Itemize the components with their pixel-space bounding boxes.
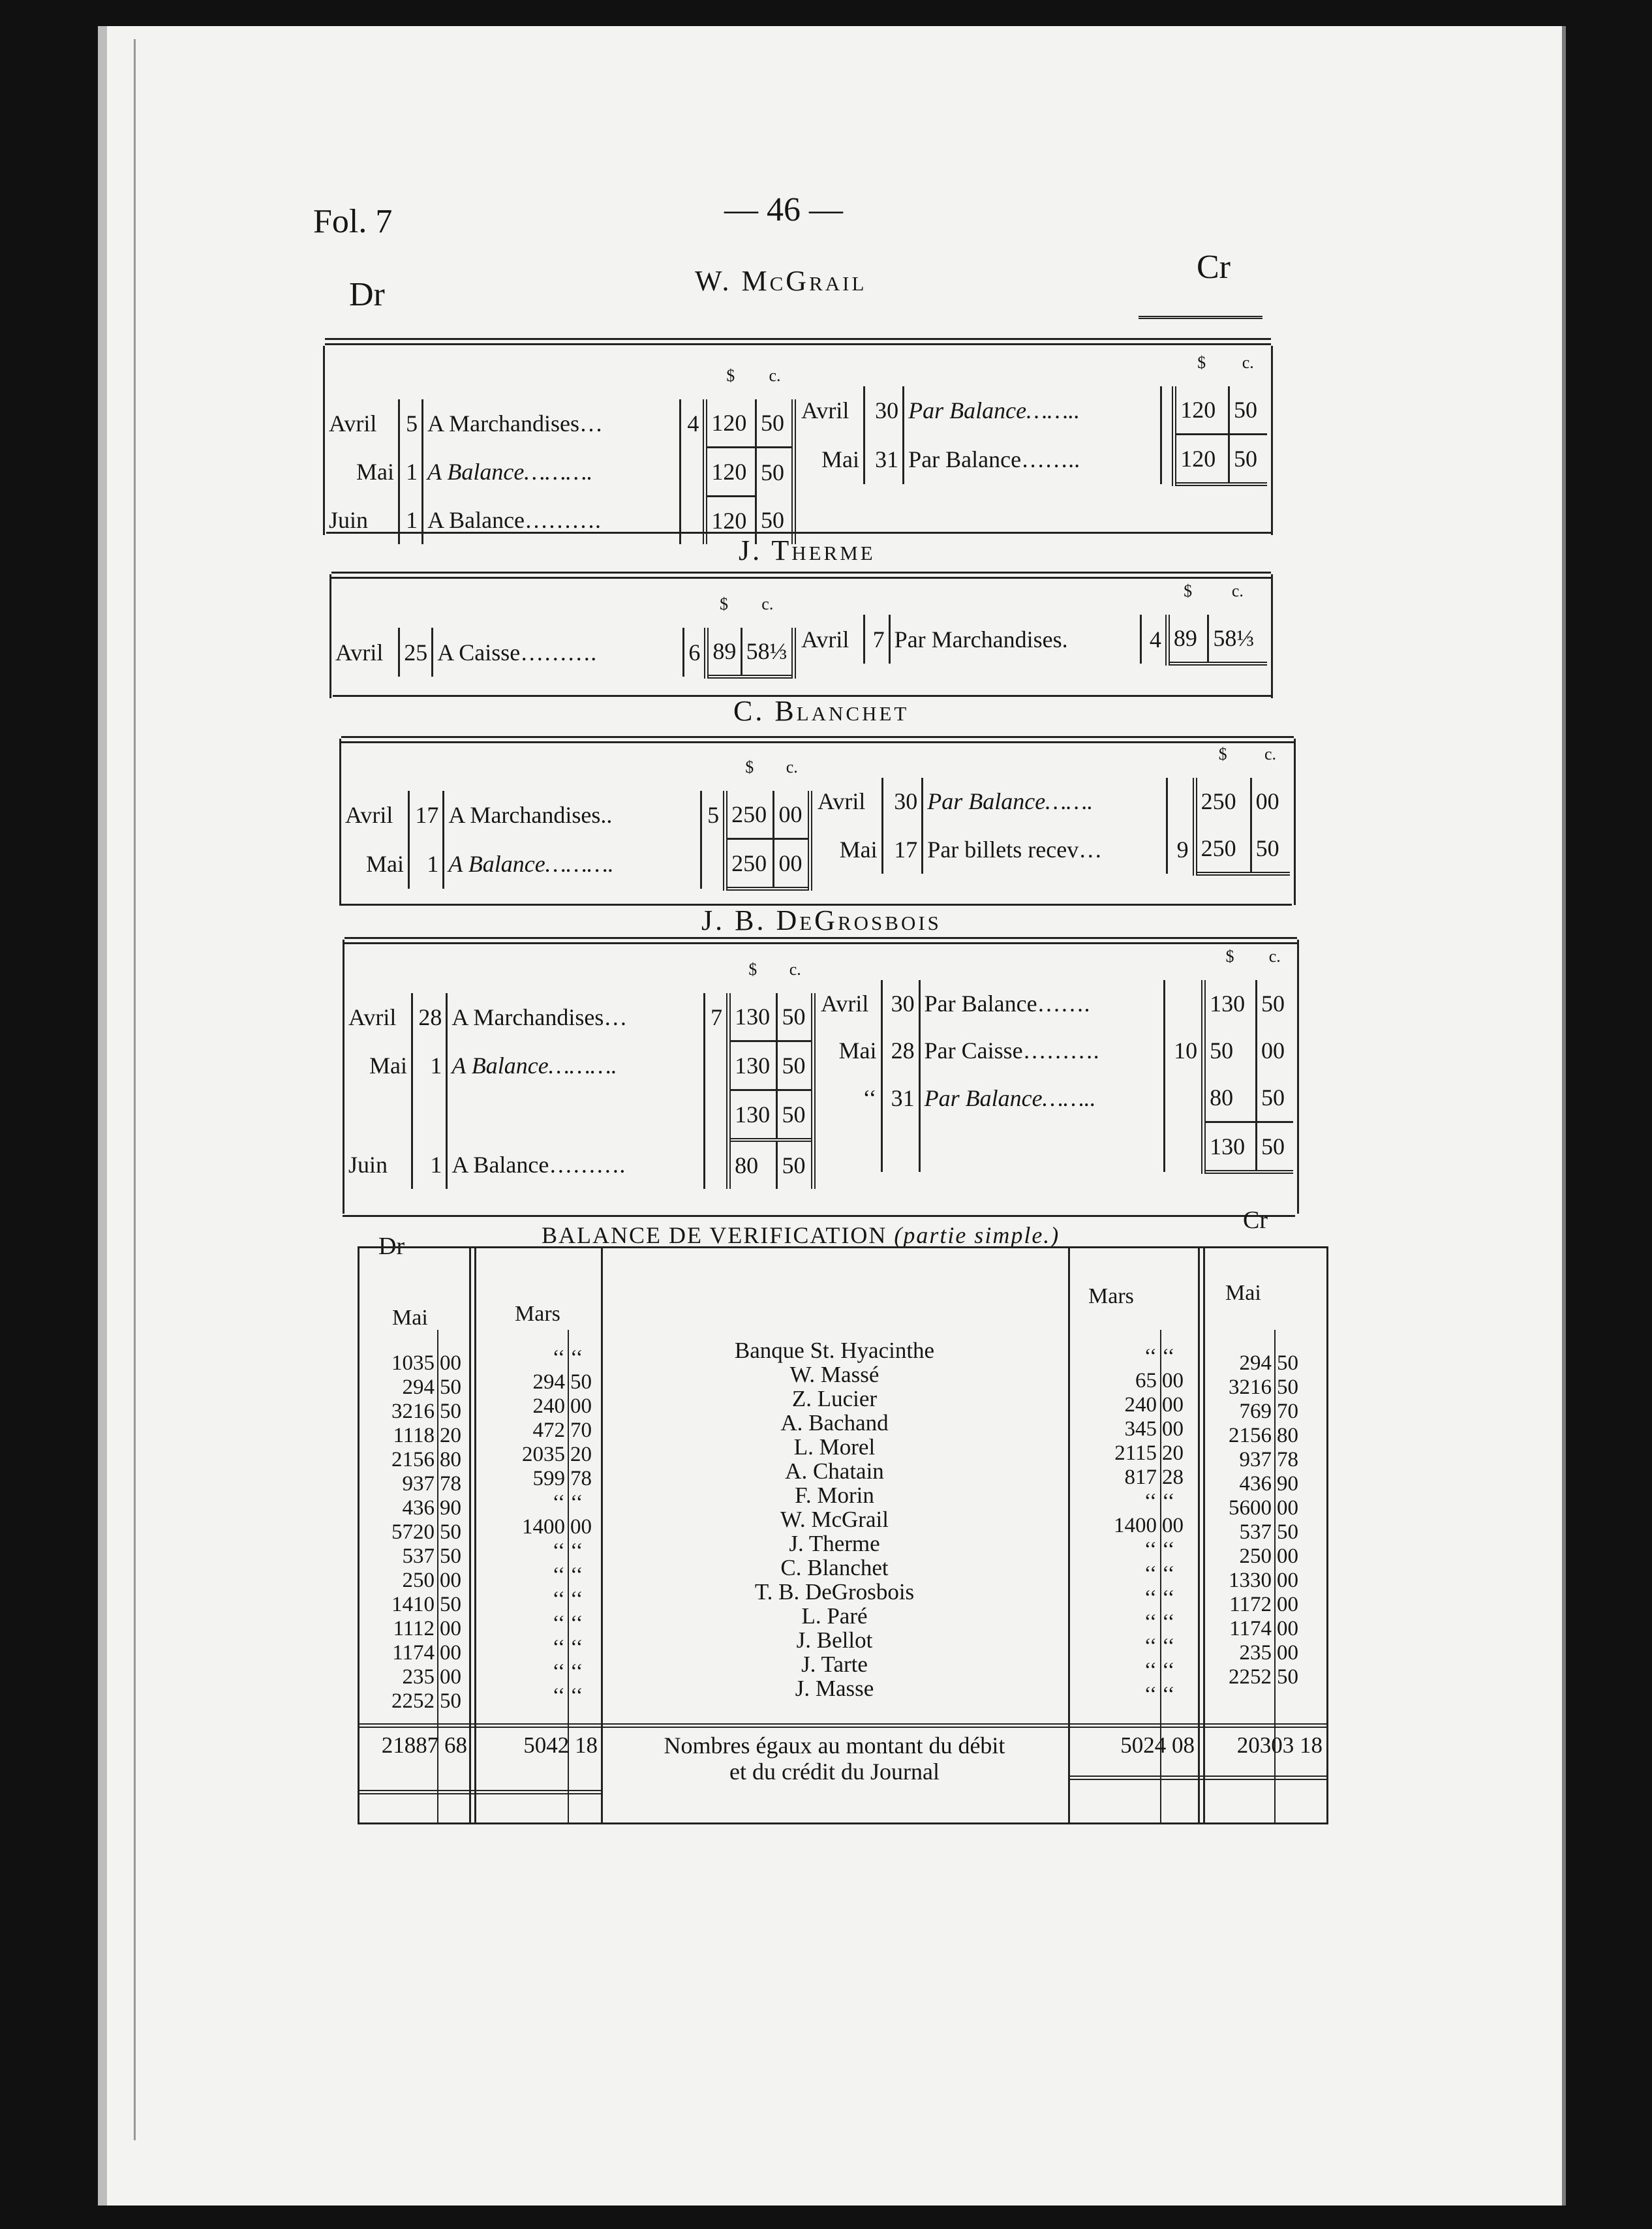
value-dollars: 599 <box>532 1467 565 1490</box>
balance-value <box>1214 1617 1311 1641</box>
value-cents: 50 <box>440 1545 461 1568</box>
value-cents: 78 <box>1277 1448 1298 1471</box>
value-cents: 00 <box>1162 1369 1184 1392</box>
account-title-degrosbois: J. B. DeGrosbois <box>701 904 941 936</box>
value-dollars: 1400 <box>1114 1514 1157 1537</box>
value-cents: ‘‘ <box>570 1588 583 1611</box>
table-row: Avril 17 A Marchandises.. 5 250 00 <box>341 791 810 839</box>
debit-label: Dr <box>349 276 385 313</box>
account-name: A. Bachand <box>780 1410 889 1436</box>
value-dollars: 2035 <box>522 1443 565 1466</box>
credit-label: Cr <box>1197 249 1231 286</box>
balance-value <box>1084 1562 1196 1586</box>
trial-balance-table <box>358 1246 1328 1824</box>
value-dollars: ‘‘ <box>552 1660 565 1683</box>
value-dollars: 250 <box>1239 1545 1272 1568</box>
balance-value <box>373 1400 474 1424</box>
balance-value <box>373 1376 474 1400</box>
table-row: ‘‘ 31 Par Balance…….. 80 50 <box>817 1074 1293 1122</box>
value-cents: 00 <box>1277 1569 1298 1592</box>
value-cents: ‘‘ <box>1162 1610 1175 1634</box>
value-dollars: 3216 <box>391 1400 435 1423</box>
value-cents: 50 <box>570 1370 592 1394</box>
value-dollars: 537 <box>402 1545 435 1568</box>
value-cents: ‘‘ <box>570 1660 583 1683</box>
value-cents: ‘‘ <box>570 1539 583 1563</box>
balance-value <box>373 1593 474 1617</box>
balance-value <box>373 1424 474 1448</box>
rule <box>343 1215 1295 1217</box>
credit-entries-mcgrail: $ c. Avril 30 Par Balance…….. 120 50 Mai 31 Par Balance…….. 120 50 <box>797 339 1267 486</box>
account-name: J. Masse <box>795 1676 874 1701</box>
account-name: J. Therme <box>789 1531 880 1556</box>
balance-value <box>1214 1569 1311 1593</box>
total-dollars: 21887 <box>381 1732 439 1758</box>
balance-value <box>1214 1351 1311 1376</box>
value-dollars: ‘‘ <box>552 1636 565 1659</box>
totals-note <box>602 1732 1067 1785</box>
value-dollars: ‘‘ <box>552 1539 565 1563</box>
balance-value <box>1084 1635 1196 1659</box>
debit-entries-degrosbois: $ c. Avril 28 A Marchandises… 7 130 50 Mai 1 A Balance………. 130 50 130 50 Juin 1 A Balance………. 80 50 <box>344 946 816 1189</box>
value-dollars: 1035 <box>391 1351 435 1375</box>
balance-value <box>1084 1586 1196 1610</box>
value-dollars: 2252 <box>391 1689 435 1713</box>
value-cents: 00 <box>1277 1593 1298 1616</box>
value-cents: 50 <box>440 1520 461 1544</box>
account-name: A. Chatain <box>785 1458 884 1484</box>
account-name: J. Tarte <box>801 1652 868 1677</box>
value-cents: 00 <box>1277 1496 1298 1520</box>
balance-value <box>1084 1369 1196 1393</box>
table-row: Avril 28 A Marchandises… 7 130 50 <box>344 993 814 1041</box>
value-cents: ‘‘ <box>570 1563 583 1587</box>
page-number: — 46 — <box>724 191 843 228</box>
credit-mai-column <box>1214 1351 1311 1714</box>
value-cents: 20 <box>1162 1441 1184 1465</box>
value-cents: 00 <box>440 1351 461 1375</box>
value-dollars: 1112 <box>393 1617 435 1640</box>
balance-value <box>373 1472 474 1496</box>
value-cents: 00 <box>440 1569 461 1592</box>
balance-value <box>373 1665 474 1689</box>
balance-title <box>542 1222 1060 1249</box>
value-dollars: 436 <box>402 1496 435 1520</box>
value-cents: 50 <box>1277 1665 1298 1689</box>
value-cents: 00 <box>570 1394 592 1418</box>
total-cents: 18 <box>1300 1732 1323 1758</box>
col-header-mai-credit: Mai <box>1225 1281 1261 1305</box>
value-dollars: 472 <box>532 1419 565 1442</box>
table-row: Mai 28 Par Caisse………. 10 50 00 <box>817 1027 1293 1074</box>
value-dollars: 2252 <box>1229 1665 1272 1689</box>
total-credit-mars <box>1069 1732 1195 1759</box>
value-cents: 50 <box>440 1400 461 1423</box>
total-credit-mai <box>1205 1732 1323 1759</box>
balance-value <box>1084 1393 1196 1417</box>
value-cents: 20 <box>570 1443 592 1466</box>
balance-value <box>373 1569 474 1593</box>
value-dollars: ‘‘ <box>1144 1345 1157 1368</box>
value-dollars: ‘‘ <box>552 1684 565 1708</box>
totals-double-rule-right <box>1068 1776 1326 1780</box>
totals-note-line2: et du crédit du Journal <box>729 1759 940 1785</box>
value-dollars: 235 <box>402 1665 435 1689</box>
value-cents: 00 <box>1162 1417 1184 1441</box>
account-name: T. B. DeGrosbois <box>754 1579 915 1605</box>
balance-value <box>373 1448 474 1472</box>
balance-value <box>490 1346 604 1370</box>
balance-value <box>373 1617 474 1641</box>
value-dollars: 5600 <box>1229 1496 1272 1520</box>
value-cents: 90 <box>440 1496 461 1520</box>
value-dollars: 1330 <box>1229 1569 1272 1592</box>
value-cents: ‘‘ <box>570 1346 583 1370</box>
account-title-blanchet: C. Blanchet <box>733 695 910 727</box>
balance-value <box>1214 1448 1311 1472</box>
balance-value <box>1084 1538 1196 1562</box>
balance-value <box>1084 1514 1196 1538</box>
credit-entries-therme: $ c. Avril 7 Par Marchandises. 4 89 58⅓ <box>797 568 1267 666</box>
value-cents: ‘‘ <box>570 1684 583 1708</box>
totals-rule <box>359 1723 1326 1728</box>
value-dollars: 1400 <box>522 1515 565 1539</box>
value-cents: 50 <box>1277 1520 1298 1544</box>
balance-value <box>490 1467 604 1491</box>
debit-entries-mcgrail: $ c. Avril 5 A Marchandises… 4 120 50 Mai 1 A Balance………. 120 50 Juin 1 A Balance………. 120 50 <box>325 352 796 544</box>
table-row: 130 50 <box>817 1122 1293 1173</box>
balance-value <box>1214 1593 1311 1617</box>
table-row: Avril 30 Par Balance……. 250 00 <box>814 778 1290 825</box>
debit-mars-column <box>490 1346 604 1708</box>
balance-value <box>373 1641 474 1665</box>
value-dollars: ‘‘ <box>552 1346 565 1370</box>
value-dollars: 1174 <box>1229 1617 1272 1640</box>
value-cents: 00 <box>1277 1641 1298 1665</box>
account-name: W. McGrail <box>780 1507 889 1532</box>
balance-value <box>1214 1689 1311 1714</box>
value-dollars: ‘‘ <box>1144 1659 1157 1682</box>
value-dollars: 294 <box>402 1376 435 1399</box>
table-row: Avril 30 Par Balance……. 130 50 <box>817 980 1293 1027</box>
value-cents: ‘‘ <box>570 1612 583 1635</box>
value-cents: 00 <box>1162 1514 1184 1537</box>
value-dollars: 1410 <box>391 1593 435 1616</box>
totals-double-rule-left <box>359 1790 601 1794</box>
total-cents: 08 <box>1172 1732 1195 1758</box>
balance-value <box>490 1515 604 1539</box>
value-dollars: ‘‘ <box>1144 1683 1157 1706</box>
balance-value <box>490 1563 604 1588</box>
value-dollars: ‘‘ <box>1144 1635 1157 1658</box>
folio-label: Fol. 7 <box>313 203 393 240</box>
value-dollars: 5720 <box>391 1520 435 1544</box>
value-dollars: 2115 <box>1114 1441 1157 1465</box>
total-dollars: 5024 <box>1120 1732 1167 1758</box>
table-row: Mai 1 A Balance………. 120 50 <box>325 448 794 497</box>
credit-entries-degrosbois: $ c. Avril 30 Par Balance……. 130 50 Mai 28 Par Caisse………. 10 50 00 ‘‘ 31 Par Balance…….. 80 50 130 50 <box>817 933 1293 1174</box>
ledger-top-rule <box>1139 316 1262 319</box>
account-name: Z. Lucier <box>791 1386 878 1411</box>
value-cents: 90 <box>1277 1472 1298 1496</box>
value-dollars: 3216 <box>1229 1376 1272 1399</box>
account-name: J. Bellot <box>796 1627 873 1653</box>
total-debit-mars <box>477 1732 598 1759</box>
balance-value <box>1214 1472 1311 1496</box>
value-dollars: 537 <box>1239 1520 1272 1544</box>
value-cents: 70 <box>1277 1400 1298 1423</box>
table-row: Avril 25 A Caisse………. 6 89 58⅓ <box>331 628 794 677</box>
value-cents: 00 <box>1162 1393 1184 1417</box>
balance-value <box>490 1636 604 1660</box>
value-cents: 00 <box>1277 1617 1298 1640</box>
balance-value <box>373 1545 474 1569</box>
value-dollars: 1172 <box>1229 1593 1272 1616</box>
value-cents: 80 <box>440 1448 461 1471</box>
value-cents: 50 <box>440 1689 461 1713</box>
balance-value <box>373 1351 474 1376</box>
table-row: Avril 7 Par Marchandises. 4 89 58⅓ <box>797 615 1267 664</box>
table-row: Mai 17 Par billets recev… 9 250 50 <box>814 825 1290 874</box>
value-dollars: 345 <box>1124 1417 1157 1441</box>
total-debit-mai <box>359 1732 467 1759</box>
col-header-mars-debit: Mars <box>515 1302 560 1326</box>
balance-value <box>1084 1659 1196 1683</box>
value-dollars: ‘‘ <box>1144 1610 1157 1634</box>
value-dollars: 937 <box>1239 1448 1272 1471</box>
value-cents: ‘‘ <box>1162 1635 1175 1658</box>
balance-value <box>490 1419 604 1443</box>
account-title-therme: J. Therme <box>739 534 876 566</box>
table-row: Mai 1 A Balance………. 250 00 <box>341 839 810 889</box>
value-cents: 00 <box>1277 1545 1298 1568</box>
balance-title-text: BALANCE DE VERIFICATION <box>542 1222 887 1248</box>
balance-value <box>1214 1641 1311 1665</box>
value-dollars: 1174 <box>392 1641 435 1665</box>
total-cents: 68 <box>444 1732 467 1758</box>
value-dollars: 250 <box>402 1569 435 1592</box>
balance-value <box>1214 1400 1311 1424</box>
debit-entries-blanchet: $ c. Avril 17 A Marchandises.. 5 250 00 Mai 1 A Balance………. 250 00 <box>341 744 812 891</box>
value-cents: 80 <box>1277 1424 1298 1447</box>
balance-value <box>490 1660 604 1684</box>
balance-value <box>490 1370 604 1394</box>
balance-value <box>490 1394 604 1419</box>
value-cents: ‘‘ <box>1162 1562 1175 1586</box>
value-dollars: 240 <box>532 1394 565 1418</box>
dollar-header: $ <box>726 366 735 385</box>
balance-value <box>490 1684 604 1708</box>
value-cents: ‘‘ <box>570 1491 583 1514</box>
balance-value <box>1214 1665 1311 1689</box>
value-dollars: ‘‘ <box>1144 1562 1157 1586</box>
debit-entries-therme: $ c. Avril 25 A Caisse………. 6 89 58⅓ <box>331 581 796 679</box>
value-cents: 50 <box>440 1376 461 1399</box>
balance-value <box>1214 1376 1311 1400</box>
value-cents: 00 <box>440 1641 461 1665</box>
balance-value <box>1084 1345 1196 1369</box>
value-cents: ‘‘ <box>1162 1586 1175 1610</box>
value-cents: 70 <box>570 1419 592 1442</box>
value-dollars: 937 <box>402 1472 435 1496</box>
value-cents: 00 <box>570 1515 592 1539</box>
table-row: Juin 1 A Balance………. 120 50 <box>325 497 794 545</box>
value-dollars: ‘‘ <box>552 1588 565 1611</box>
balance-value <box>1084 1441 1196 1466</box>
value-dollars: ‘‘ <box>552 1563 565 1587</box>
value-cents: 00 <box>440 1665 461 1689</box>
balance-value <box>490 1443 604 1467</box>
table-row: Mai 1 A Balance………. 130 50 <box>344 1041 814 1090</box>
value-cents: ‘‘ <box>1162 1683 1175 1706</box>
total-dollars: 5042 <box>523 1732 570 1758</box>
value-dollars: 1118 <box>393 1424 435 1447</box>
balance-value <box>1214 1520 1311 1545</box>
account-name: F. Morin <box>795 1483 874 1508</box>
account-name: L. Morel <box>793 1434 876 1460</box>
balance-value <box>1084 1490 1196 1514</box>
account-names-column <box>602 1338 1067 1700</box>
value-dollars: 235 <box>1239 1641 1272 1665</box>
value-dollars: ‘‘ <box>552 1612 565 1635</box>
total-cents: 18 <box>575 1732 598 1758</box>
value-cents: 78 <box>440 1472 461 1496</box>
value-cents: ‘‘ <box>1162 1345 1175 1368</box>
credit-entries-blanchet: $ c. Avril 30 Par Balance……. 250 00 Mai 17 Par billets recev… 9 250 50 <box>814 731 1290 876</box>
value-dollars: 436 <box>1239 1472 1272 1496</box>
totals-note-line1: Nombres égaux au montant du débit <box>664 1732 1005 1759</box>
value-cents: ‘‘ <box>570 1636 583 1659</box>
balance-value <box>1084 1683 1196 1707</box>
account-title-mcgrail: W. McGrail <box>695 265 867 297</box>
value-dollars: 817 <box>1124 1466 1157 1489</box>
balance-value <box>1214 1424 1311 1448</box>
debit-mai-column <box>373 1351 474 1714</box>
account-name: C. Blanchet <box>780 1555 889 1580</box>
table-row: Mai 31 Par Balance…….. 120 50 <box>797 435 1267 485</box>
balance-value <box>1084 1466 1196 1490</box>
balance-subtitle: (partie simple.) <box>894 1222 1060 1248</box>
balance-value <box>373 1520 474 1545</box>
balance-value <box>1214 1545 1311 1569</box>
balance-value <box>373 1689 474 1714</box>
value-cents: 00 <box>440 1617 461 1640</box>
value-dollars: 2156 <box>1229 1424 1272 1447</box>
total-dollars: 20303 <box>1236 1732 1294 1758</box>
col-header-mars-credit: Mars <box>1088 1284 1134 1308</box>
account-name: Banque St. Hyacinthe <box>734 1338 935 1363</box>
value-cents: 50 <box>1277 1351 1298 1375</box>
account-name: W. Massé <box>789 1362 880 1387</box>
balance-value <box>490 1588 604 1612</box>
value-dollars: 294 <box>1239 1351 1272 1375</box>
balance-value <box>373 1496 474 1520</box>
value-cents: ‘‘ <box>1162 1538 1175 1561</box>
balance-value <box>490 1491 604 1515</box>
value-dollars: 65 <box>1135 1369 1157 1392</box>
table-row: Avril 5 A Marchandises… 4 120 50 <box>325 399 794 448</box>
value-cents: 78 <box>570 1467 592 1490</box>
account-name: L. Paré <box>801 1603 868 1629</box>
balance-value <box>490 1539 604 1563</box>
value-cents: ‘‘ <box>1162 1659 1175 1682</box>
value-dollars: 240 <box>1124 1393 1157 1417</box>
value-dollars: 2156 <box>391 1448 435 1471</box>
page-margin-line <box>134 39 136 2140</box>
credit-mars-column <box>1084 1345 1196 1707</box>
value-dollars: 294 <box>532 1370 565 1394</box>
value-cents: 50 <box>1277 1376 1298 1399</box>
balance-dr-label: Dr <box>378 1233 405 1260</box>
balance-value <box>490 1612 604 1636</box>
value-dollars: ‘‘ <box>1144 1586 1157 1610</box>
table-row: 130 50 <box>344 1090 814 1141</box>
value-dollars: 769 <box>1239 1400 1272 1423</box>
table-row: Avril 30 Par Balance…….. 120 50 <box>797 386 1267 435</box>
value-dollars: ‘‘ <box>552 1491 565 1514</box>
col-header-mai-debit: Mai <box>392 1306 428 1330</box>
value-cents: 50 <box>440 1593 461 1616</box>
value-cents: 20 <box>440 1424 461 1447</box>
balance-value <box>1084 1610 1196 1635</box>
balance-cr-label: Cr <box>1243 1207 1268 1234</box>
value-dollars: ‘‘ <box>1144 1538 1157 1561</box>
value-cents: 28 <box>1162 1466 1184 1489</box>
balance-value <box>1084 1417 1196 1441</box>
value-dollars: ‘‘ <box>1144 1490 1157 1513</box>
table-row: Juin 1 A Balance………. 80 50 <box>344 1140 814 1189</box>
balance-value <box>1214 1496 1311 1520</box>
value-cents: ‘‘ <box>1162 1490 1175 1513</box>
